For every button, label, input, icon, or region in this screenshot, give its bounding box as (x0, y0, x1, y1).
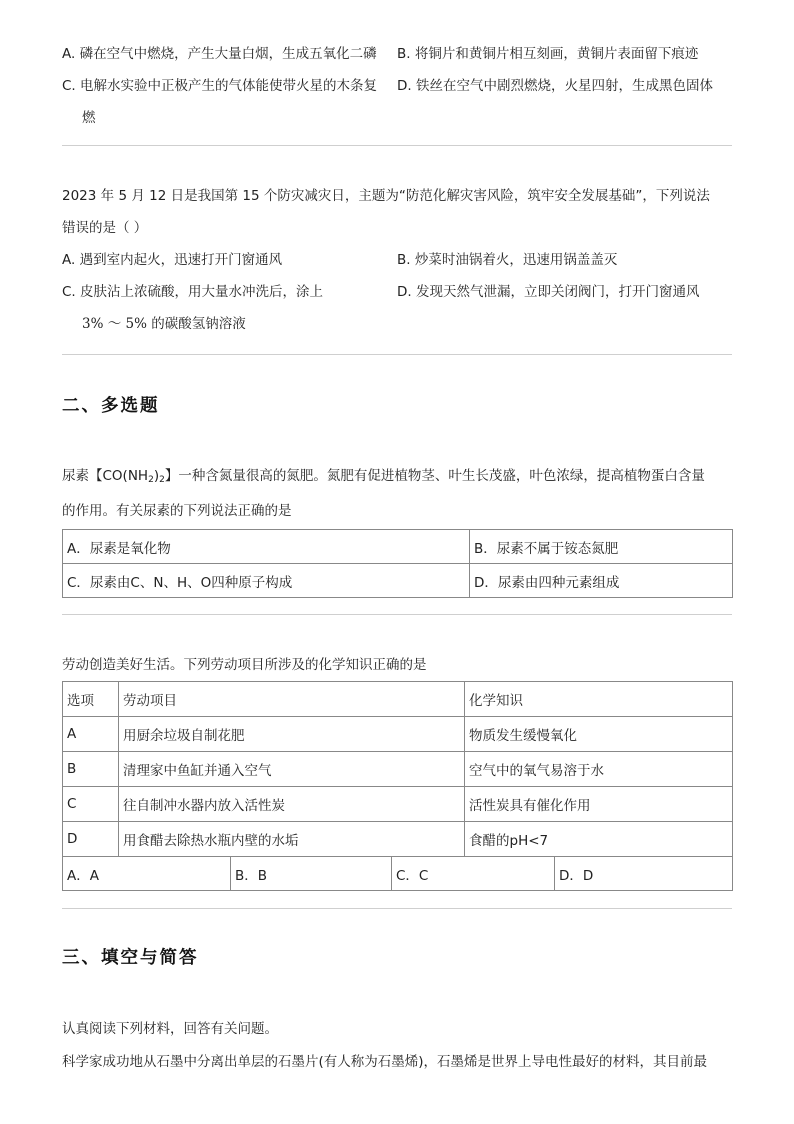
table-cell: C (63, 787, 119, 822)
answer-options-table (62, 856, 733, 891)
table-cell: 往自制冲水器内放入活性炭 (119, 787, 465, 822)
table-cell: 活性炭具有催化作用 (465, 787, 733, 822)
section-heading: 二、多选题 (62, 396, 160, 416)
table-cell: 用食醋去除热水瓶内壁的水垢 (119, 822, 465, 857)
option-a: A．A (63, 857, 231, 891)
question-stem: 尿素【$CO(NH_2)_2$】一种含氮量很高的氮肥。氮肥有促进植物茎、叶生长茂盛，叶色浓绿，提高植物蛋白含量 (62, 468, 705, 485)
option-c: C．尿素由C、N、H、O四种原子构成 (63, 564, 470, 598)
divider (62, 354, 732, 355)
table-cell: 用厨余垃圾自制花肥 (119, 717, 465, 752)
option-c: C. 皮肤沾上浓硫酸，用大量水冲洗后，涂上 (62, 284, 324, 300)
option-a: A．尿素是氧化物 (63, 530, 470, 564)
header-option: 选项 (63, 682, 119, 717)
option-c: C. 电解水实验中正极产生的气体能使带火星的木条复 (62, 78, 378, 94)
header-project: 劳动项目 (119, 682, 465, 717)
table-header-row (63, 682, 733, 717)
question-stem: 2023 年 5 月 12 日是我国第 15 个防灾减灾日，主题为“防范化解灾害风险，筑牢安全发展基础”，下列说法 (62, 188, 710, 204)
option-b: B. 炒菜时油锅着火，迅速用锅盖盖灭 (397, 252, 618, 268)
table-cell: 清理家中鱼缸并通入空气 (119, 752, 465, 787)
option-a: A. 磷在空气中燃烧，产生大量白烟，生成五氧化二磷 (62, 46, 377, 62)
header-knowledge: 化学知识 (465, 682, 733, 717)
option-d: D．尿素由四种元素组成 (470, 564, 733, 598)
table-row (63, 717, 733, 752)
option-d: D．D (555, 857, 733, 891)
option-b: B. 将铜片和黄铜片相互刻画，黄铜片表面留下痕迹 (397, 46, 699, 62)
divider (62, 614, 732, 615)
option-d: D. 铁丝在空气中剧烈燃烧，火星四射，生成黑色固体 (397, 78, 713, 94)
options-table (62, 529, 733, 598)
option-b: B．B (231, 857, 392, 891)
reading-text: 科学家成功地从石墨中分离出单层的石墨片(有人称为石墨烯)，石墨烯是世界上导电性最好的材料，其目前最 (62, 1054, 708, 1070)
divider (62, 145, 732, 146)
question-stem-line2: 错误的是（ ） (62, 220, 148, 236)
option-c-continued: 3% ～ 5% 的碳酸氢钠溶液 (82, 316, 246, 332)
option-c-continued: 燃 (82, 110, 96, 126)
question-stem-line2: 的作用。有关尿素的下列说法正确的是 (62, 503, 292, 519)
question-stem: 劳动创造美好生活。下列劳动项目所涉及的化学知识正确的是 (62, 657, 427, 673)
table-row (63, 822, 733, 857)
labor-table (62, 681, 733, 857)
table-cell: A (63, 717, 119, 752)
table-cell: 物质发生缓慢氧化 (465, 717, 733, 752)
option-a: A. 遇到室内起火，迅速打开门窗通风 (62, 252, 283, 268)
question-intro: 认真阅读下列材料，回答有关问题。 (62, 1021, 278, 1037)
divider (62, 908, 732, 909)
table-cell: 空气中的氧气易溶于水 (465, 752, 733, 787)
option-c: C．C (392, 857, 555, 891)
table-cell: 食醋的pH<7 (465, 822, 733, 857)
table-row (63, 787, 733, 822)
option-b: B．尿素不属于铵态氮肥 (470, 530, 733, 564)
option-d: D. 发现天然气泄漏，立即关闭阀门，打开门窗通风 (397, 284, 700, 300)
section-heading: 三、填空与简答 (62, 948, 199, 968)
table-cell: B (63, 752, 119, 787)
table-cell: D (63, 822, 119, 857)
table-row (63, 752, 733, 787)
